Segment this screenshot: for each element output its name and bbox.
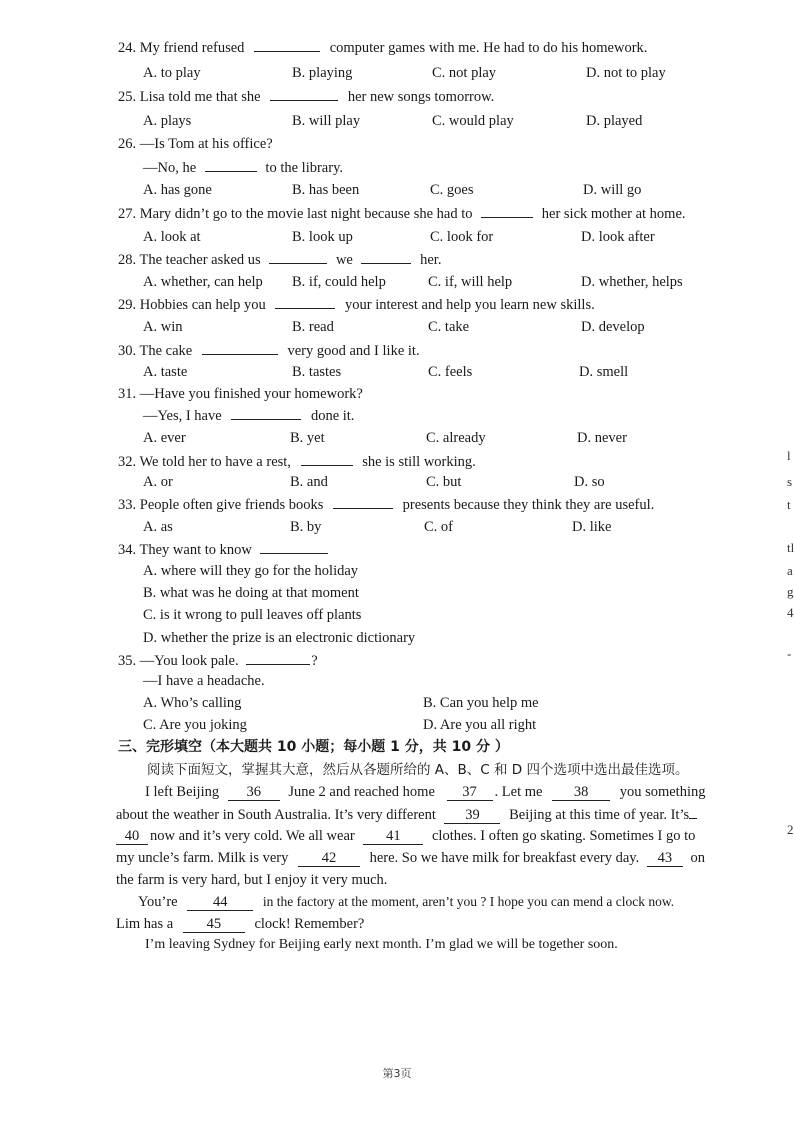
- option-d: D. whether, helps: [581, 274, 683, 290]
- option-b: B. yet: [290, 430, 325, 446]
- question-27: [118, 203, 686, 224]
- passage-line: [116, 848, 705, 868]
- passage-line: [116, 914, 364, 934]
- question-24: [118, 37, 647, 58]
- option-c: C. goes: [430, 182, 474, 198]
- question-number: 32.: [118, 454, 137, 470]
- question-30: [118, 340, 420, 361]
- question-text: —Is Tom at his office?: [139, 136, 273, 152]
- passage-text: here. So we have milk for breakfast every day.: [369, 850, 640, 866]
- option-d: D. smell: [579, 364, 629, 380]
- option-c: C. but: [426, 474, 462, 490]
- question-number: 30.: [118, 343, 137, 359]
- passage-line: [116, 826, 695, 846]
- option-d: D. will go: [583, 182, 642, 198]
- cloze-blank: 44: [187, 894, 253, 911]
- question-26-response: [143, 157, 343, 178]
- option-b: B. has been: [292, 182, 360, 198]
- question-text: we: [335, 252, 353, 268]
- edge-mark: 4: [787, 605, 794, 620]
- option-b: B. and: [290, 474, 328, 490]
- option-c: C. if, will help: [428, 274, 513, 290]
- passage-text: about the weather in South Australia. It’s very different: [116, 807, 436, 823]
- cloze-blank: 38: [552, 784, 610, 801]
- question-text: your interest and help you learn new skills.: [345, 297, 595, 313]
- edge-mark: -: [787, 646, 792, 661]
- option-b: B. Can you help me: [423, 695, 539, 711]
- passage-text: You’re: [138, 894, 178, 910]
- question-32: [118, 451, 476, 472]
- passage-text: Lim has a: [116, 916, 174, 932]
- passage-text: now and it’s very cold. We all wear: [150, 828, 355, 844]
- option-c: C. feels: [428, 364, 473, 380]
- option-a: A. or: [143, 474, 173, 490]
- cloze-blank: 45: [183, 916, 245, 933]
- question-text: she is still working.: [362, 454, 476, 470]
- option-b: B. look up: [292, 229, 353, 245]
- question-number: 25.: [118, 89, 137, 105]
- question-text: computer games with me. He had to do his homework.: [329, 40, 648, 56]
- question-number: 34.: [118, 542, 137, 558]
- question-31-response: [143, 405, 354, 426]
- option-a: A. plays: [143, 113, 192, 129]
- edge-mark: tl: [787, 540, 794, 555]
- option-d: D. look after: [581, 229, 655, 245]
- question-34: [118, 539, 333, 560]
- answer-blank: [246, 650, 310, 665]
- option-d: D. develop: [581, 319, 645, 335]
- option-a: A. ever: [143, 430, 186, 446]
- passage-text: on: [690, 850, 705, 866]
- passage-line: [138, 892, 674, 912]
- question-number: 31.: [118, 386, 137, 402]
- passage-line: the farm is very hard, but I enjoy it very much.: [116, 872, 388, 888]
- answer-blank: [689, 804, 697, 819]
- option-c: C. take: [428, 319, 470, 335]
- option-d: D. whether the prize is an electronic dictionary: [143, 630, 416, 646]
- passage-text: my uncle’s farm. Milk is very: [116, 850, 289, 866]
- answer-blank: [260, 539, 328, 554]
- passage-text: clothes. I often go skating. Sometimes I go to: [431, 828, 696, 844]
- question-text: Hobbies can help you: [139, 297, 266, 313]
- option-c: C. is it wrong to pull leaves off plants: [143, 607, 362, 623]
- option-c: C. would play: [432, 113, 514, 129]
- passage-text: . Let me: [494, 784, 543, 800]
- cloze-blank: 42: [298, 850, 360, 867]
- passage-text: clock! Remember?: [254, 916, 365, 932]
- cloze-blank: 37: [447, 784, 493, 801]
- question-text: —Have you finished your homework?: [139, 386, 363, 402]
- option-a: A. look at: [143, 229, 201, 245]
- option-c: C. look for: [430, 229, 494, 245]
- answer-blank: [254, 37, 320, 52]
- question-number: 24.: [118, 40, 137, 56]
- option-c: C. of: [424, 519, 453, 535]
- option-c: C. not play: [432, 65, 497, 81]
- option-b: B. if, could help: [292, 274, 386, 290]
- answer-blank: [481, 203, 533, 218]
- edge-mark: 2: [787, 822, 794, 837]
- question-text: her.: [420, 252, 442, 268]
- question-text: —Yes, I have: [143, 408, 222, 424]
- edge-mark: s: [787, 474, 793, 489]
- option-b: B. playing: [292, 65, 353, 81]
- question-text: The teacher asked us: [139, 252, 261, 268]
- passage-text: you something: [619, 784, 706, 800]
- option-a: A. Who’s calling: [143, 695, 242, 711]
- question-number: 28.: [118, 252, 137, 268]
- option-b: B. read: [292, 319, 334, 335]
- option-d: D. like: [572, 519, 612, 535]
- option-a: A. taste: [143, 364, 188, 380]
- question-text: to the library.: [265, 160, 343, 176]
- question-text: —You look pale.: [139, 653, 239, 669]
- question-31: [118, 384, 363, 404]
- question-25: [118, 86, 494, 107]
- answer-blank: [301, 451, 353, 466]
- question-text: —No, he: [143, 160, 197, 176]
- question-number: 33.: [118, 497, 137, 513]
- answer-blank: [202, 340, 278, 355]
- cloze-blank: 36: [228, 784, 280, 801]
- question-28: [118, 249, 441, 270]
- question-text: My friend refused: [139, 40, 245, 56]
- answer-blank: [333, 494, 393, 509]
- question-text: her sick mother at home.: [541, 206, 686, 222]
- edge-mark: a: [787, 563, 793, 578]
- answer-blank: [275, 294, 335, 309]
- answer-blank: [205, 157, 257, 172]
- answer-blank: [270, 86, 338, 101]
- question-number: 26.: [118, 136, 137, 152]
- section-instruction: 阅读下面短文，掌握其大意，然后从各题所给的 A、B、C 和 D 四个选项中选出最佳选项。: [147, 762, 689, 778]
- question-number: 27.: [118, 206, 137, 222]
- passage-text: in the factory at the moment, aren’t you ? I hope you can mend a clock now.: [262, 894, 675, 909]
- question-26: [118, 134, 273, 154]
- cloze-blank: 41: [363, 828, 423, 845]
- passage-text: I left Beijing: [145, 784, 220, 800]
- question-text: done it.: [310, 408, 355, 424]
- option-d: D. never: [577, 430, 627, 446]
- section-title: 三、完形填空（本大题共 10 小题；每小题 1 分，共 10 分 ）: [118, 739, 509, 755]
- question-text: We told her to have a rest,: [139, 454, 291, 470]
- question-33: [118, 494, 654, 515]
- answer-blank: [231, 405, 301, 420]
- question-29: [118, 294, 595, 315]
- page-number: 第3页: [382, 1067, 412, 1080]
- option-a: A. has gone: [143, 182, 212, 198]
- option-c: C. Are you joking: [143, 717, 247, 733]
- option-c: C. already: [426, 430, 486, 446]
- question-text: presents because they think they are useful.: [402, 497, 655, 513]
- option-b: B. what was he doing at that moment: [143, 585, 359, 601]
- option-a: A. win: [143, 319, 183, 335]
- question-text: —I have a headache.: [143, 673, 265, 689]
- question-text: Mary didn’t go to the movie last night because she had to: [139, 206, 473, 222]
- option-b: B. tastes: [292, 364, 342, 380]
- question-text: The cake: [139, 343, 193, 359]
- cloze-blank: 39: [444, 807, 500, 824]
- cloze-blank: 40: [116, 828, 148, 845]
- passage-line: [116, 804, 697, 825]
- edge-mark: t: [787, 497, 791, 512]
- question-number: 35.: [118, 653, 137, 669]
- question-text: ?: [311, 653, 318, 669]
- edge-mark: l: [787, 448, 791, 463]
- option-d: D. played: [586, 113, 643, 129]
- option-b: B. by: [290, 519, 322, 535]
- question-35: [118, 650, 318, 671]
- passage-line: I’m leaving Sydney for Beijing early next month. I’m glad we will be together soon.: [145, 937, 618, 952]
- option-d: D. Are you all right: [423, 717, 537, 733]
- question-text: People often give friends books: [139, 497, 324, 513]
- question-number: 29.: [118, 297, 137, 313]
- passage-text: Beijing at this time of year. It’s: [509, 807, 690, 823]
- passage-line: [145, 782, 706, 802]
- question-text: her new songs tomorrow.: [347, 89, 495, 105]
- answer-blank: [361, 249, 411, 264]
- question-text: very good and I like it.: [287, 343, 420, 359]
- question-text: Lisa told me that she: [139, 89, 261, 105]
- edge-mark: g: [787, 584, 794, 599]
- option-d: D. not to play: [586, 65, 666, 81]
- option-b: B. will play: [292, 113, 361, 129]
- option-a: A. as: [143, 519, 173, 535]
- option-a: A. whether, can help: [143, 274, 263, 290]
- question-35-response: [143, 671, 265, 691]
- cloze-blank: 43: [647, 850, 683, 867]
- option-d: D. so: [574, 474, 605, 490]
- question-text: They want to know: [139, 542, 252, 558]
- passage-text: June 2 and reached home: [288, 784, 435, 800]
- option-a: A. to play: [143, 65, 201, 81]
- option-a: A. where will they go for the holiday: [143, 563, 359, 579]
- answer-blank: [269, 249, 327, 264]
